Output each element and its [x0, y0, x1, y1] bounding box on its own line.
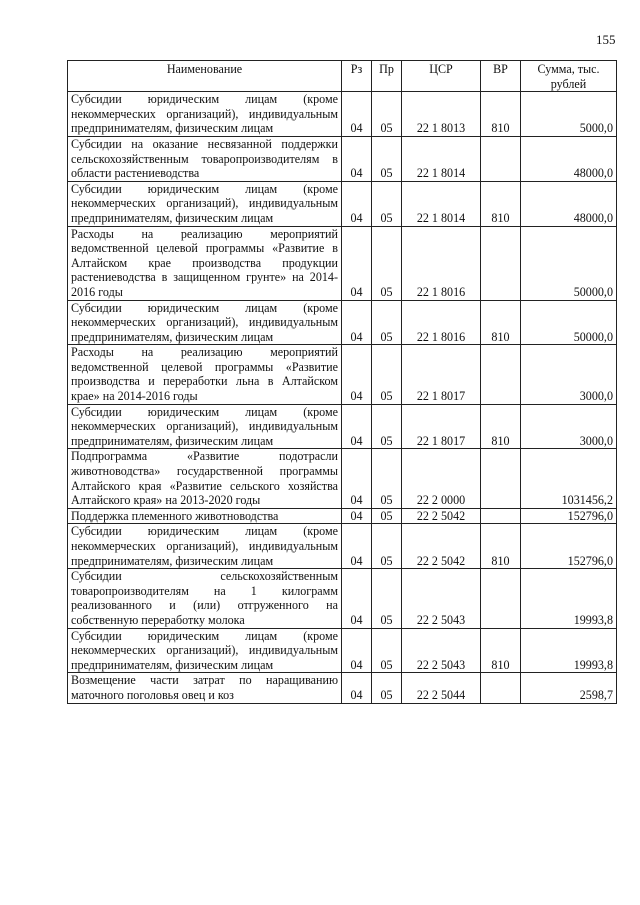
cell-pr: 05	[372, 508, 402, 524]
cell-csr: 22 2 5042	[402, 508, 481, 524]
cell-pr: 05	[372, 181, 402, 226]
cell-pr: 05	[372, 226, 402, 300]
cell-pr: 05	[372, 449, 402, 508]
cell-pr: 05	[372, 345, 402, 404]
cell-pr: 05	[372, 300, 402, 345]
cell-sum: 3000,0	[521, 345, 617, 404]
cell-name: Расходы на реализацию мероприятий ведомственной целевой программы «Развитие производства и переработки льна в Алтайском крае» на 2014-2016 годы	[68, 345, 342, 404]
table-row	[68, 673, 617, 703]
cell-sum: 50000,0	[521, 226, 617, 300]
cell-rz: 04	[342, 673, 372, 703]
cell-name: Субсидии юридическим лицам (кроме некоммерческих организаций), индивидуальным предпринимателям, физическим лицам	[68, 92, 342, 137]
cell-csr: 22 1 8014	[402, 136, 481, 181]
cell-name: Субсидии сельскохозяйственным товаропроизводителям на 1 килограмм реализованного и (или) отгруженного на собственную переработку молока	[68, 569, 342, 628]
cell-csr: 22 2 5043	[402, 569, 481, 628]
cell-rz: 04	[342, 300, 372, 345]
header-pr: Пр	[372, 61, 402, 92]
cell-vr	[481, 673, 521, 703]
cell-rz: 04	[342, 628, 372, 673]
cell-sum: 19993,8	[521, 628, 617, 673]
cell-rz: 04	[342, 508, 372, 524]
header-rz: Рз	[342, 61, 372, 92]
cell-rz: 04	[342, 449, 372, 508]
cell-csr: 22 1 8016	[402, 300, 481, 345]
cell-rz: 04	[342, 404, 372, 449]
cell-csr: 22 2 5044	[402, 673, 481, 703]
cell-vr: 810	[481, 404, 521, 449]
cell-sum: 5000,0	[521, 92, 617, 137]
cell-name: Поддержка племенного животноводства	[68, 508, 342, 524]
cell-rz: 04	[342, 345, 372, 404]
budget-table	[67, 60, 617, 704]
table-header	[68, 61, 617, 92]
cell-vr	[481, 569, 521, 628]
table-row	[68, 92, 617, 137]
cell-csr: 22 1 8016	[402, 226, 481, 300]
cell-sum: 19993,8	[521, 569, 617, 628]
cell-csr: 22 2 5043	[402, 628, 481, 673]
table-row	[68, 569, 617, 628]
cell-csr: 22 1 8017	[402, 345, 481, 404]
table-row	[68, 628, 617, 673]
cell-vr: 810	[481, 92, 521, 137]
table-row	[68, 226, 617, 300]
page-number: 155	[596, 32, 616, 47]
table-row	[68, 181, 617, 226]
cell-rz: 04	[342, 569, 372, 628]
cell-rz: 04	[342, 136, 372, 181]
table-row	[68, 136, 617, 181]
cell-sum: 48000,0	[521, 136, 617, 181]
cell-sum: 48000,0	[521, 181, 617, 226]
cell-pr: 05	[372, 92, 402, 137]
cell-csr: 22 2 5042	[402, 524, 481, 569]
header-csr: ЦСР	[402, 61, 481, 92]
cell-pr: 05	[372, 569, 402, 628]
cell-sum: 50000,0	[521, 300, 617, 345]
header-row	[68, 61, 617, 92]
cell-name: Возмещение части затрат по наращиванию маточного поголовья овец и коз	[68, 673, 342, 703]
cell-vr	[481, 508, 521, 524]
cell-sum: 152796,0	[521, 508, 617, 524]
cell-vr	[481, 226, 521, 300]
cell-vr: 810	[481, 181, 521, 226]
cell-name: Субсидии юридическим лицам (кроме некоммерческих организаций), индивидуальным предпринимателям, физическим лицам	[68, 181, 342, 226]
header-name: Наименование	[68, 61, 342, 92]
cell-sum: 152796,0	[521, 524, 617, 569]
cell-vr	[481, 136, 521, 181]
cell-rz: 04	[342, 226, 372, 300]
cell-sum: 3000,0	[521, 404, 617, 449]
cell-sum: 1031456,2	[521, 449, 617, 508]
cell-name: Субсидии юридическим лицам (кроме некоммерческих организаций), индивидуальным предпринимателям, физическим лицам	[68, 404, 342, 449]
cell-csr: 22 1 8017	[402, 404, 481, 449]
table-row	[68, 508, 617, 524]
cell-pr: 05	[372, 628, 402, 673]
cell-rz: 04	[342, 181, 372, 226]
table-row	[68, 300, 617, 345]
cell-vr: 810	[481, 628, 521, 673]
cell-name: Субсидии юридическим лицам (кроме некоммерческих организаций), индивидуальным предпринимателям, физическим лицам	[68, 300, 342, 345]
table-row	[68, 524, 617, 569]
header-vr: ВР	[481, 61, 521, 92]
table-body	[68, 92, 617, 703]
cell-name: Расходы на реализацию мероприятий ведомственной целевой программы «Развитие в Алтайском крае производства продукции растениеводства в защищенном грунте» на 2014-2016 годы	[68, 226, 342, 300]
cell-rz: 04	[342, 92, 372, 137]
cell-rz: 04	[342, 524, 372, 569]
cell-name: Субсидии юридическим лицам (кроме некоммерческих организаций), индивидуальным предпринимателям, физическим лицам	[68, 628, 342, 673]
table-row	[68, 449, 617, 508]
cell-csr: 22 2 0000	[402, 449, 481, 508]
cell-name: Субсидии юридическим лицам (кроме некоммерческих организаций), индивидуальным предпринимателям, физическим лицам	[68, 524, 342, 569]
cell-pr: 05	[372, 136, 402, 181]
table-row	[68, 345, 617, 404]
cell-vr: 810	[481, 300, 521, 345]
header-sum: Сумма, тыс. рублей	[521, 61, 617, 92]
cell-sum: 2598,7	[521, 673, 617, 703]
cell-pr: 05	[372, 404, 402, 449]
cell-name: Подпрограмма «Развитие подотрасли животноводства» государственной программы Алтайского края «Развитие сельского хозяйства Алтайского края» на 2013-2020 годы	[68, 449, 342, 508]
cell-csr: 22 1 8014	[402, 181, 481, 226]
cell-pr: 05	[372, 524, 402, 569]
cell-vr: 810	[481, 524, 521, 569]
cell-vr	[481, 449, 521, 508]
cell-pr: 05	[372, 673, 402, 703]
table-row	[68, 404, 617, 449]
cell-vr	[481, 345, 521, 404]
cell-csr: 22 1 8013	[402, 92, 481, 137]
cell-name: Субсидии на оказание несвязанной поддержки сельскохозяйственным товаропроизводителям в области растениеводства	[68, 136, 342, 181]
